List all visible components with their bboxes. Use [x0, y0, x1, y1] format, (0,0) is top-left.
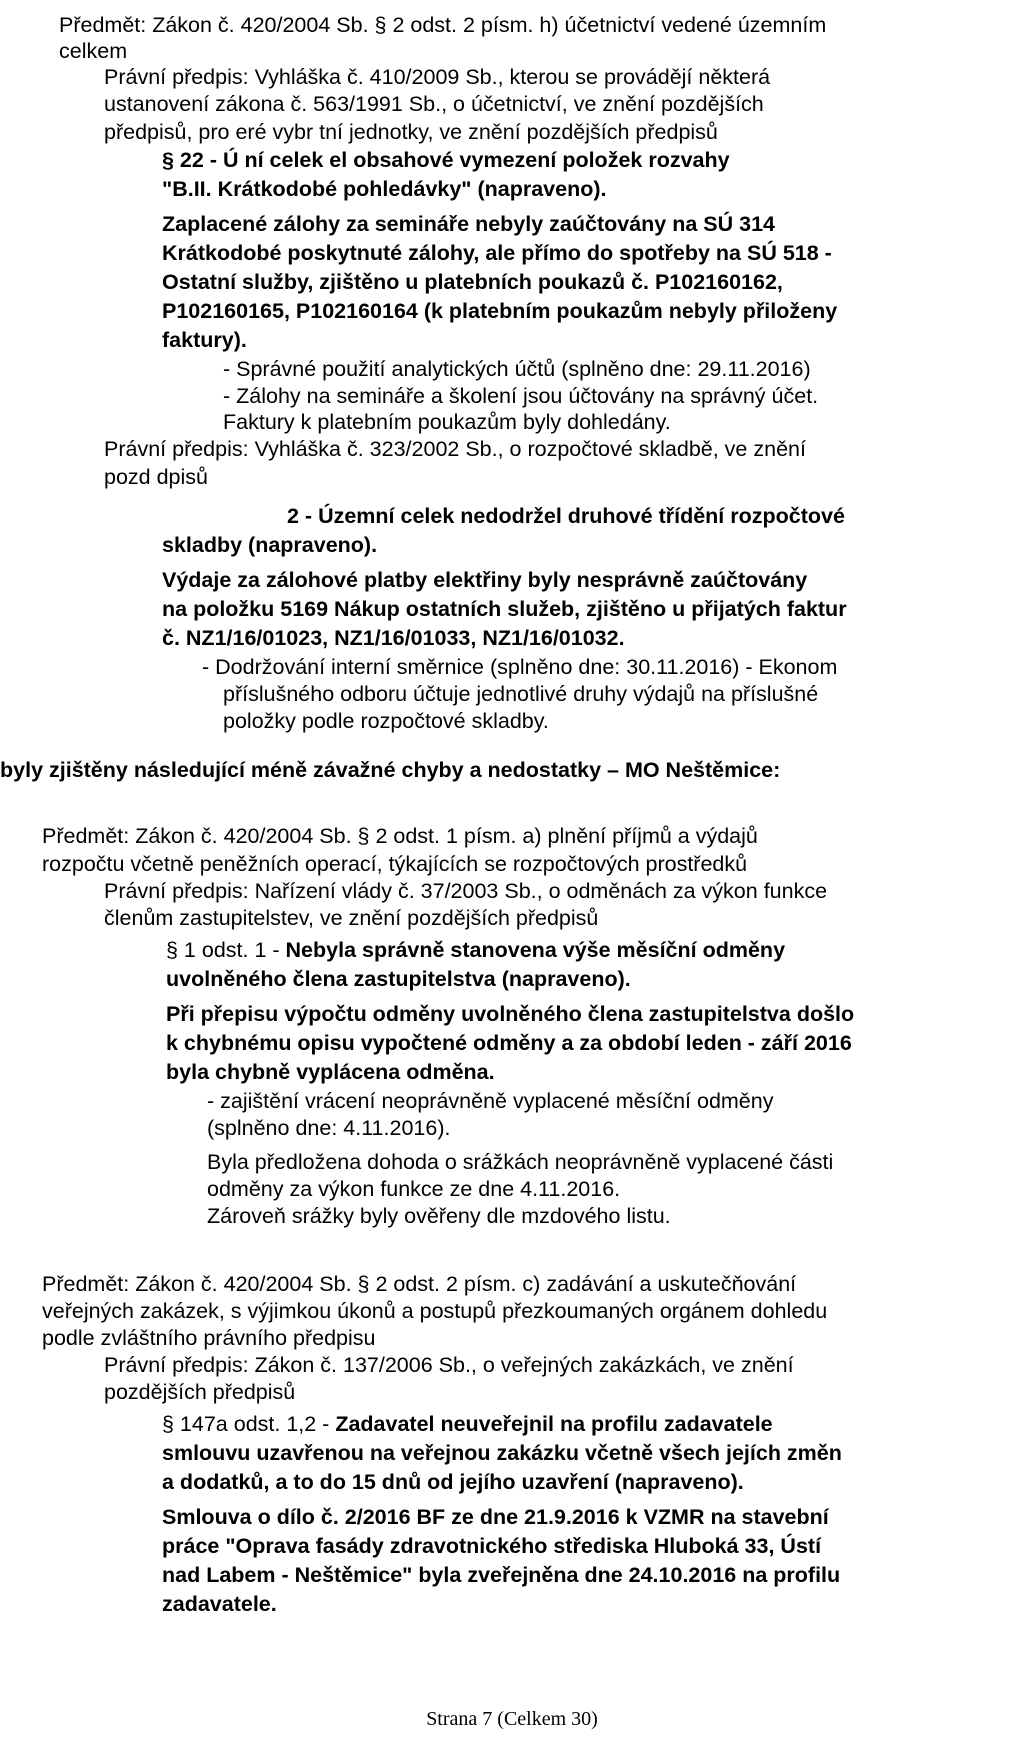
text-line: Výdaje za zálohové platby elektřiny byly nesprávně zaúčtovány [162, 568, 808, 592]
text-line: práce "Oprava fasády zdravotnického střediska Hluboká 33, Ústí [162, 1534, 822, 1558]
text-line: Právní předpis: Vyhláška č. 410/2009 Sb., kterou se provádějí některá [104, 65, 771, 89]
page-footer: Strana 7 (Celkem 30) [426, 1708, 598, 1730]
text-line: Právní předpis: Zákon č. 137/2006 Sb., o veřejných zakázkách, ve znění [104, 1353, 794, 1377]
text-line: pozdějších předpisů [104, 1380, 296, 1404]
text-line: Ostatní služby, zjištěno u platebních poukazů č. P102160162, [162, 270, 783, 294]
text-line: ustanovení zákona č. 563/1991 Sb., o účetnictví, ve znění pozdějších [104, 92, 764, 116]
text-line: nad Labem - Neštěmice" byla zveřejněna dne 24.10.2016 na profilu [162, 1563, 841, 1587]
text-line: č. NZ1/16/01023, NZ1/16/01033, NZ1/16/01032. [162, 626, 625, 650]
text-line: uvolněného člena zastupitelstva (napraveno). [166, 967, 631, 991]
text-line: k chybnému opisu vypočtené odměny a za období leden - září 2016 [166, 1031, 852, 1055]
text-line: - Zálohy na semináře a školení jsou účtovány na správný účet. [223, 384, 819, 408]
text-line: zadavatele. [162, 1592, 277, 1616]
paragraph-ref: § 147a odst. 1,2 - [162, 1412, 336, 1436]
text-line: (splněno dne: 4.11.2016). [207, 1116, 451, 1140]
text-line: Právní předpis: Vyhláška č. 323/2002 Sb., o rozpočtové skladbě, ve znění [104, 437, 806, 461]
text-line: na položku 5169 Nákup ostatních služeb, zjištěno u přijatých faktur [162, 597, 847, 621]
text-line: položky podle rozpočtové skladby. [223, 709, 549, 733]
text-line: Při přepisu výpočtu odměny uvolněného člena zastupitelstva došlo [166, 1002, 855, 1026]
text-line: smlouvu uzavřenou na veřejnou zakázku včetně všech jejích změn [162, 1441, 842, 1465]
text-line: faktury). [162, 328, 247, 352]
text-line: Smlouva o dílo č. 2/2016 BF ze dne 21.9.2016 k VZMR na stavební [162, 1505, 829, 1529]
text-line: Zároveň srážky byly ověřeny dle mzdového listu. [207, 1204, 671, 1228]
section-heading: byly zjištěny následující méně závažné chyby a nedostatky – MO Neštěmice: [0, 758, 781, 782]
text-line: § 22 - Ú ní celek el obsahové vymezení položek rozvahy [162, 148, 730, 172]
text-line: celkem [59, 39, 128, 63]
text-line: příslušného odboru účtuje jednotlivé druhy výdajů na příslušné [223, 682, 819, 706]
text-line: 2 - Územní celek nedodržel druhové třídění rozpočtové [287, 504, 845, 528]
text-line: Zaplacené zálohy za semináře nebyly zaúčtovány na SÚ 314 [162, 212, 776, 236]
text-line: podle zvláštního právního předpisu [42, 1326, 376, 1350]
text-line [162, 1410, 773, 1438]
text-line: - zajištění vrácení neoprávněně vyplacené měsíční odměny [207, 1089, 774, 1113]
text-line: členům zastupitelstev, ve znění pozdějších předpisů [104, 906, 599, 930]
text-line: - Dodržování interní směrnice (splněno dne: 30.11.2016) - Ekonom [202, 655, 838, 679]
text-line: pozd dpisů [104, 465, 208, 489]
text-line: Předmět: Zákon č. 420/2004 Sb. § 2 odst. 2 písm. h) účetnictví vedené územním [59, 13, 827, 37]
text-line: Právní předpis: Nařízení vlády č. 37/2003 Sb., o odměnách za výkon funkce [104, 879, 828, 903]
text-line: Faktury k platebním poukazům byly dohledány. [223, 410, 671, 434]
text-line: byla chybně vyplácena odměna. [166, 1060, 495, 1084]
text-line: "B.II. Krátkodobé pohledávky" (napraveno). [162, 177, 607, 201]
text-line [166, 936, 785, 964]
text-line: Byla předložena dohoda o srážkách neoprávněně vyplacené části [207, 1150, 834, 1174]
paragraph-ref: § 1 odst. 1 - [166, 938, 286, 962]
finding-title: Nebyla správně stanovena výše měsíční odměny [285, 938, 786, 962]
text-line: P102160165, P102160164 (k platebním poukazům nebyly přiloženy [162, 299, 838, 323]
text-line: rozpočtu včetně peněžních operací, týkajících se rozpočtových prostředků [42, 852, 748, 876]
text-line: předpisů, pro eré vybr tní jednotky, ve znění pozdějších předpisů [104, 120, 718, 144]
finding-title: Zadavatel neuveřejnil na profilu zadavatele [335, 1412, 773, 1436]
text-line: - Správné použití analytických účtů (splněno dne: 29.11.2016) [223, 357, 811, 381]
text-line: a dodatků, a to do 15 dnů od jejího uzavření (napraveno). [162, 1470, 744, 1494]
text-line: skladby (napraveno). [162, 533, 378, 557]
text-line: Předmět: Zákon č. 420/2004 Sb. § 2 odst. 1 písm. a) plnění příjmů a výdajů [42, 824, 758, 848]
text-line: Krátkodobé poskytnuté zálohy, ale přímo do spotřeby na SÚ 518 - [162, 241, 832, 265]
text-line: odměny za výkon funkce ze dne 4.11.2016. [207, 1177, 621, 1201]
text-line: Předmět: Zákon č. 420/2004 Sb. § 2 odst. 2 písm. c) zadávání a uskutečňování [42, 1272, 797, 1296]
text-line: veřejných zakázek, s výjimkou úkonů a postupů přezkoumaných orgánem dohledu [42, 1299, 828, 1323]
